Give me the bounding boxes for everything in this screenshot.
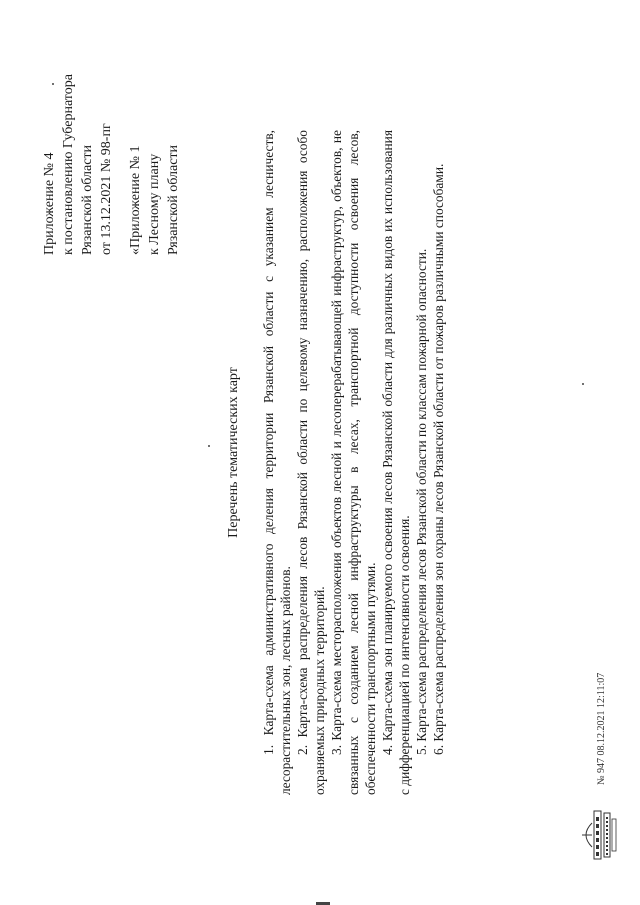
annex-line: «Приложение № 1: [128, 145, 143, 255]
annex-line: к Лесному плану: [147, 153, 162, 255]
scan-speck: [208, 445, 210, 447]
scan-speck: [52, 83, 54, 85]
list-item: 4. Карта-схема зон планируемого освоения лесов Рязанской области для различных видов их использования с дифференциацией по интенсивности освоения.: [380, 130, 412, 795]
annex-line: Рязанской области: [166, 144, 181, 255]
annex-block: [126, 145, 183, 255]
list-item: 5. Карта-схема распределения лесов Рязанской области по классам пожарной опасности.: [414, 248, 429, 755]
registration-number: № 947 08.12.2021 12:11:07: [596, 672, 607, 785]
approval-block: [40, 74, 116, 255]
registration-stamp-icon: [578, 803, 622, 867]
thematic-maps-list: [260, 130, 447, 795]
approval-line: Приложение № 4: [42, 152, 57, 255]
scan-speck: [582, 383, 584, 385]
approval-line: от 13.12.2021 № 98-пг: [99, 123, 114, 255]
list-item: 1. Карта-схема административного деления территории Рязанской области с указанием лесничеств, лесорастительных зон, лесных районов.: [261, 130, 293, 795]
list-item: 6. Карта-схема распределения зон охраны лесов Рязанской области от пожаров различными способами.: [431, 163, 446, 755]
document-title: Перечень тематических карт: [226, 367, 241, 538]
list-item: 3. Карта-схема месторасположения объектов лесной и лесоперерабатывающей инфраструктур, объектов, не связанных с созданием лесной инфраструктуры в лесах, транспортной доступности освоения лесов, обеспеченности транспортными путями.: [329, 130, 378, 795]
list-item: 2. Карта-схема распределения лесов Рязанской области по целевому назначению, расположения особо охраняемых природных территорий.: [295, 130, 327, 795]
approval-line: Рязанской области: [80, 144, 95, 255]
approval-line: к постановлению Губернатора: [61, 74, 76, 255]
